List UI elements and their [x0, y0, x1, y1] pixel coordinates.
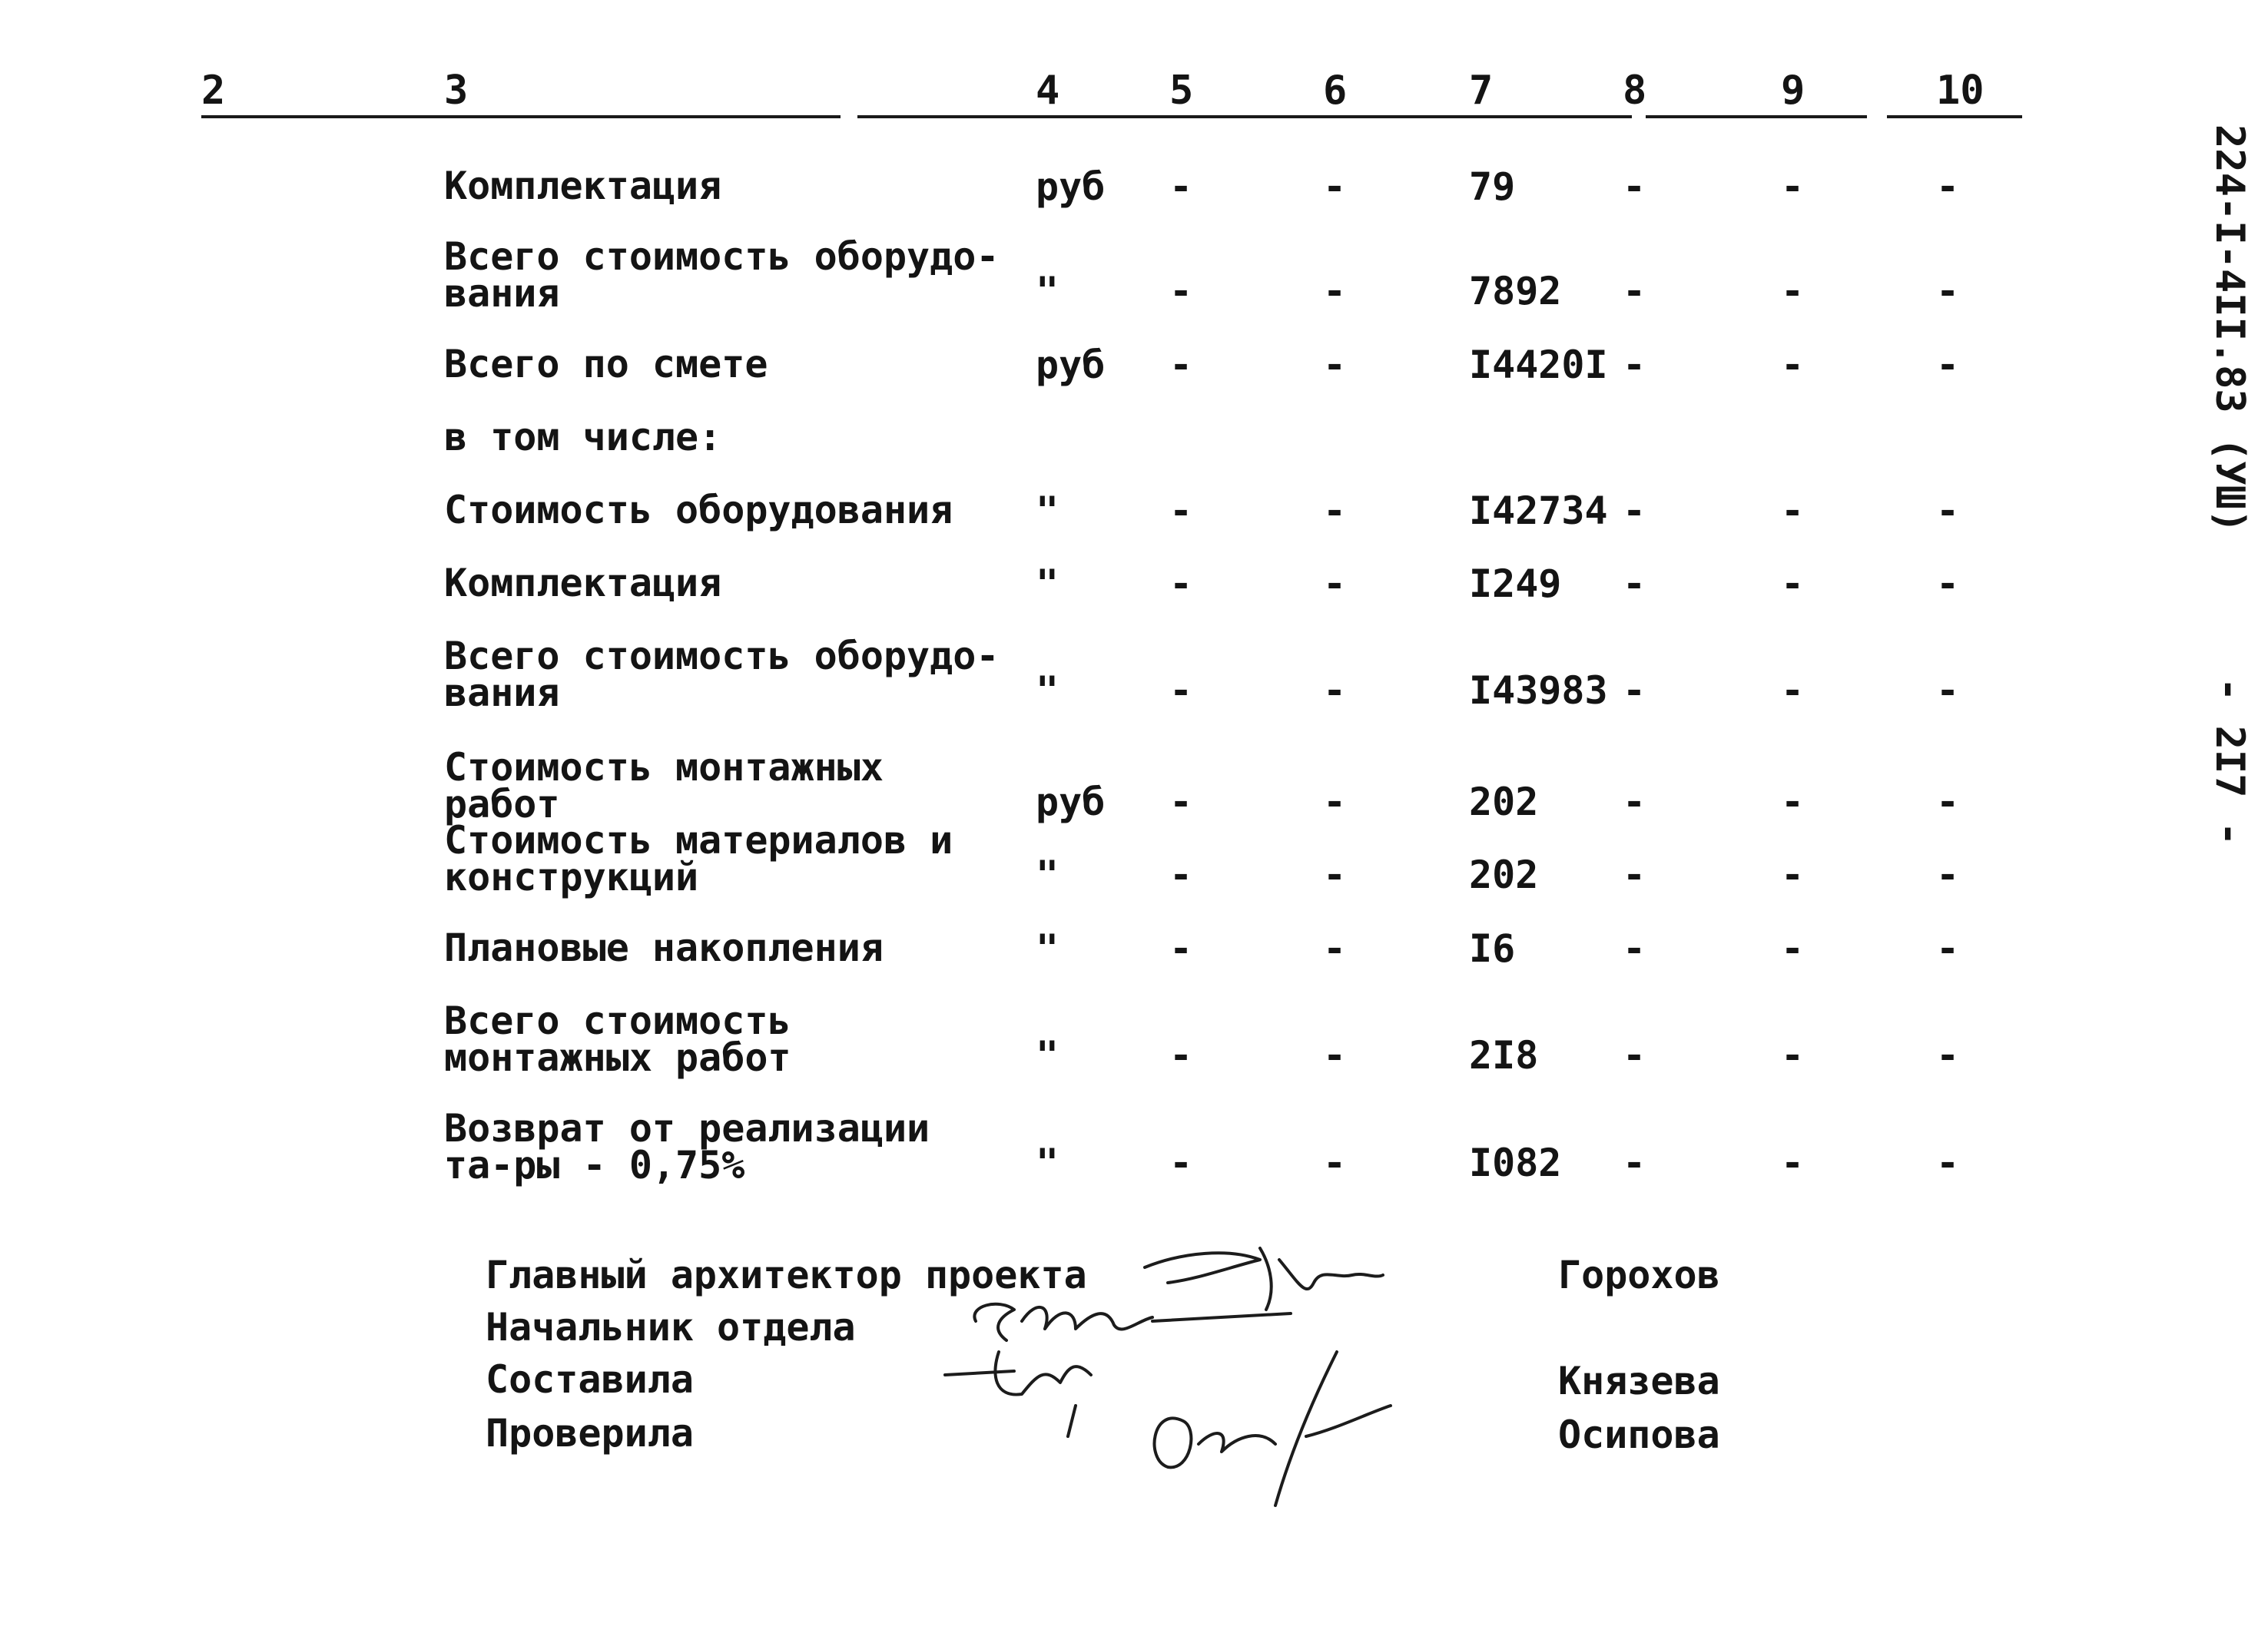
name-knyazeva: Князева: [1558, 1359, 1720, 1403]
row-value-c6: -: [1323, 853, 1347, 897]
row-item-name: Стоимость монтажных работ: [444, 745, 884, 826]
row-value-c9: -: [1781, 1033, 1805, 1078]
row-value-c7: I4420I: [1469, 343, 1608, 387]
row-value-c7: 202: [1469, 780, 1539, 824]
row-value-c10: -: [1936, 489, 1960, 533]
row-value-c6: -: [1323, 926, 1347, 971]
row-value-c8: -: [1623, 1141, 1646, 1185]
row-item-name: в том числе:: [444, 415, 722, 459]
row-value-c6: -: [1323, 780, 1347, 824]
row-item-name: Плановые накопления: [444, 926, 884, 970]
margin-doc-code: 224-I-4II.83 (УШ): [2207, 124, 2253, 534]
row-value-c5: -: [1169, 1141, 1193, 1185]
row-value-c5: -: [1169, 926, 1193, 971]
role-chief-architect: Главный архитектор проекта: [486, 1253, 1087, 1297]
row-value-c8: -: [1623, 343, 1646, 387]
row-value-c6: -: [1323, 269, 1347, 313]
row-item-name: Комплектация: [444, 561, 722, 605]
col-header-3: 3: [444, 68, 469, 114]
row-value-c10: -: [1936, 164, 1960, 209]
row-value-c8: -: [1623, 780, 1646, 824]
row-value-c5: -: [1169, 164, 1193, 209]
row-value-c9: -: [1781, 164, 1805, 209]
row-item-name: Всего стоимость оборудо-вания: [444, 234, 1000, 316]
row-value-c5: -: [1169, 853, 1193, 897]
row-value-c9: -: [1781, 926, 1805, 971]
row-value-c10: -: [1936, 668, 1960, 713]
row-value-c6: -: [1323, 164, 1347, 209]
row-value-c7: I6: [1469, 926, 1516, 971]
col-header-6: 6: [1323, 68, 1348, 114]
row-unit: ": [1036, 668, 1059, 713]
row-value-c7: I082: [1469, 1141, 1562, 1185]
row-value-c10: -: [1936, 1033, 1960, 1078]
row-unit: ": [1036, 561, 1059, 606]
row-value-c10: -: [1936, 343, 1960, 387]
role-checked-by: Проверила: [486, 1411, 694, 1456]
row-value-c5: -: [1169, 1033, 1193, 1078]
row-value-c8: -: [1623, 164, 1646, 209]
row-value-c9: -: [1781, 489, 1805, 533]
row-unit: ": [1036, 269, 1059, 313]
row-value-c6: -: [1323, 561, 1347, 606]
row-item-name: Всего стоимость оборудо-вания: [444, 634, 1000, 715]
row-unit: ": [1036, 1141, 1059, 1185]
margin-page-number: - 2I7 -: [2207, 677, 2253, 846]
row-value-c5: -: [1169, 780, 1193, 824]
row-value-c6: -: [1323, 489, 1347, 533]
row-item-name: Стоимость материалов и конструкций: [444, 818, 953, 899]
row-value-c8: -: [1623, 269, 1646, 313]
row-value-c5: -: [1169, 269, 1193, 313]
row-value-c9: -: [1781, 668, 1805, 713]
row-unit: ": [1036, 926, 1059, 971]
row-value-c7: 7892: [1469, 269, 1562, 313]
row-value-c6: -: [1323, 1141, 1347, 1185]
col-header-10: 10: [1936, 68, 1984, 114]
row-value-c8: -: [1623, 853, 1646, 897]
signature-3: [945, 1352, 1091, 1436]
row-item-name: Всего стоимость монтажных работ: [444, 999, 791, 1080]
role-compiled-by: Составила: [486, 1357, 694, 1402]
row-unit: руб: [1036, 343, 1106, 387]
row-value-c6: -: [1323, 343, 1347, 387]
row-value-c9: -: [1781, 853, 1805, 897]
row-value-c7: I42734: [1469, 489, 1608, 533]
row-value-c8: -: [1623, 561, 1646, 606]
row-value-c9: -: [1781, 269, 1805, 313]
col-header-5: 5: [1169, 68, 1194, 114]
row-value-c6: -: [1323, 1033, 1347, 1078]
row-value-c9: -: [1781, 780, 1805, 824]
signature-4: [1155, 1352, 1391, 1505]
col-header-2: 2: [201, 68, 226, 114]
signature-1: [1145, 1248, 1383, 1310]
row-value-c10: -: [1936, 926, 1960, 971]
row-unit: ": [1036, 489, 1059, 533]
name-gorokhov: Горохов: [1558, 1253, 1720, 1297]
row-value-c9: -: [1781, 561, 1805, 606]
row-value-c9: -: [1781, 1141, 1805, 1185]
row-item-name: Возврат от реализации та-ры - 0,75%: [444, 1106, 930, 1187]
col-header-9: 9: [1781, 68, 1805, 114]
row-value-c6: -: [1323, 668, 1347, 713]
row-unit: руб: [1036, 780, 1106, 824]
name-osipova: Осипова: [1558, 1413, 1720, 1457]
row-value-c5: -: [1169, 343, 1193, 387]
row-value-c7: 202: [1469, 853, 1539, 897]
col-header-7: 7: [1469, 68, 1494, 114]
row-item-name: Стоимость оборудования: [444, 488, 953, 532]
row-value-c7: 79: [1469, 164, 1516, 209]
row-unit: руб: [1036, 164, 1106, 209]
row-value-c5: -: [1169, 489, 1193, 533]
row-unit: ": [1036, 853, 1059, 897]
row-item-name: Комплектация: [444, 164, 722, 208]
row-value-c10: -: [1936, 1141, 1960, 1185]
row-unit: ": [1036, 1033, 1059, 1078]
row-value-c8: -: [1623, 926, 1646, 971]
row-value-c8: -: [1623, 489, 1646, 533]
col-header-4: 4: [1036, 68, 1060, 114]
col-header-8: 8: [1623, 68, 1647, 114]
row-value-c5: -: [1169, 561, 1193, 606]
row-value-c7: 2I8: [1469, 1033, 1539, 1078]
row-value-c9: -: [1781, 343, 1805, 387]
row-value-c10: -: [1936, 269, 1960, 313]
row-value-c7: I43983: [1469, 668, 1608, 713]
row-value-c8: -: [1623, 1033, 1646, 1078]
signature-2: [974, 1304, 1291, 1340]
row-value-c10: -: [1936, 853, 1960, 897]
role-department-head: Начальник отдела: [486, 1305, 856, 1350]
row-value-c7: I249: [1469, 561, 1562, 606]
row-value-c8: -: [1623, 668, 1646, 713]
row-value-c5: -: [1169, 668, 1193, 713]
row-item-name: Всего по смете: [444, 342, 768, 386]
row-value-c10: -: [1936, 561, 1960, 606]
row-value-c10: -: [1936, 780, 1960, 824]
